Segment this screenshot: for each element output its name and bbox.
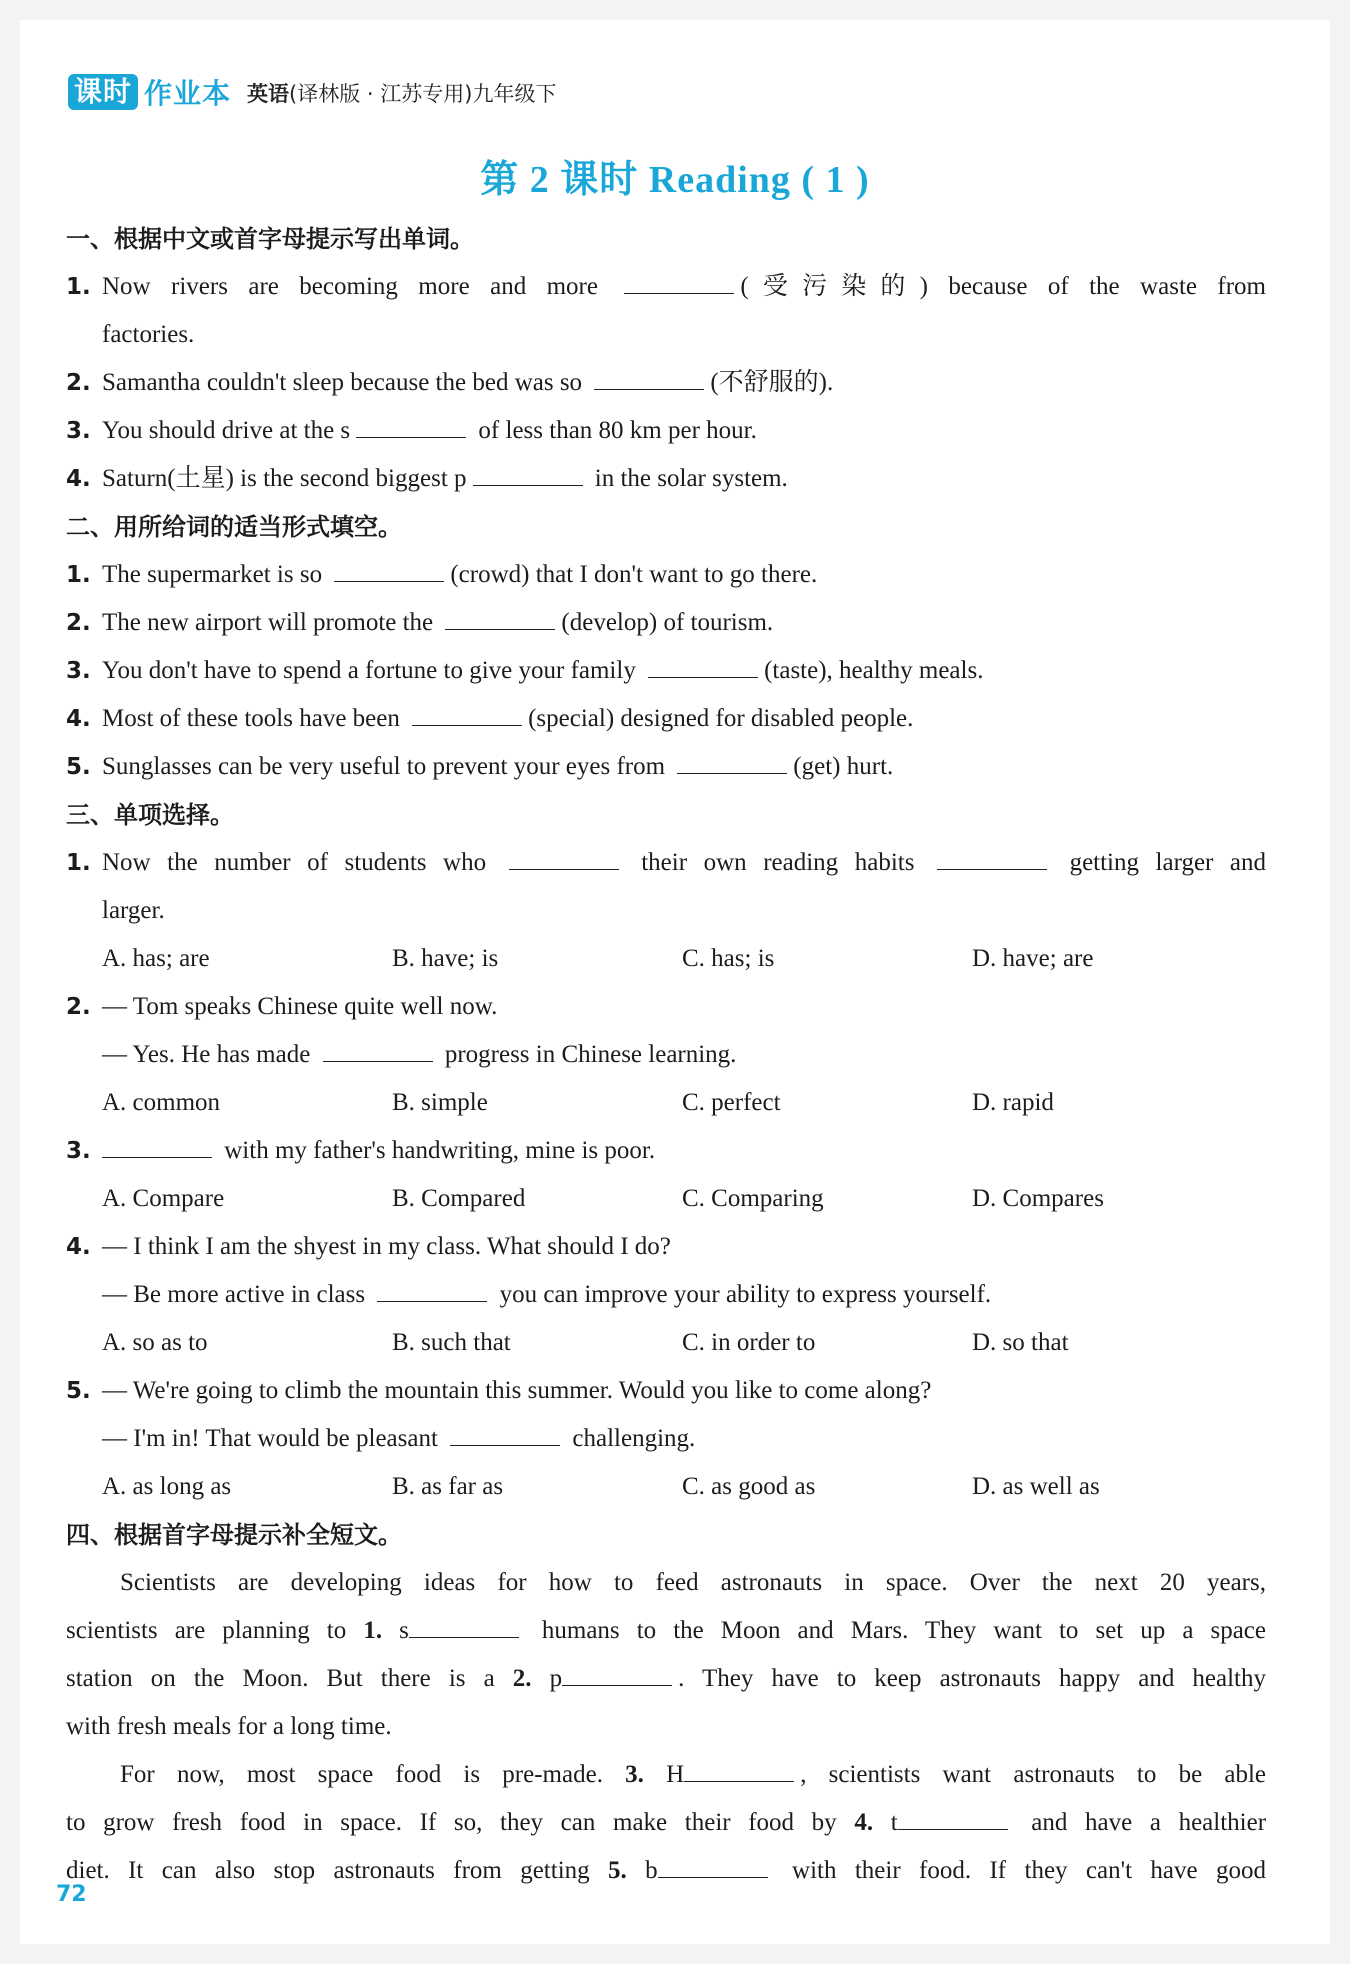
answer-blank[interactable] — [898, 1803, 1008, 1830]
question-text: — I think I am the shyest in my class. What should I do? — [102, 1233, 671, 1260]
passage-line-1: Scientists are developing ideas for how to feed astronauts in space. Over the next 20 years, — [120, 1569, 1266, 1596]
question-text: — I'm in! That would be pleasant — [102, 1425, 438, 1452]
s1-question-4 — [66, 455, 1266, 503]
answer-blank[interactable] — [624, 267, 734, 294]
section-1-title: 一、根据中文或首字母提示写出单词。 — [66, 225, 474, 253]
question-text: (special) designed for disabled people. — [528, 705, 914, 732]
blank-number: 3. — [625, 1761, 644, 1788]
passage-text: For now, most space food is pre-made. — [120, 1761, 603, 1788]
s3-question-4-reply — [66, 1271, 1266, 1319]
question-number: 2. — [66, 370, 91, 396]
passage-line-4: with fresh meals for a long time. — [66, 1713, 392, 1740]
s3-question-4 — [66, 1223, 1266, 1271]
answer-blank[interactable] — [658, 1851, 768, 1878]
option-a[interactable]: A. so as to — [102, 1329, 208, 1356]
question-number: 1. — [66, 274, 91, 300]
s3-q3-options — [66, 1175, 1266, 1223]
question-text: Now rivers are becoming more and more — [102, 273, 598, 300]
passage-text: . They have to keep astronauts happy and healthy — [678, 1665, 1266, 1692]
s3-question-1 — [66, 839, 1266, 887]
blank-number: 5. — [608, 1857, 627, 1884]
question-text: Now the number of students who — [102, 849, 487, 876]
passage-text: station on the Moon. But there is a — [66, 1665, 495, 1692]
question-text: (crowd) that I don't want to go there. — [450, 561, 818, 588]
question-text: (不舒服的). — [710, 369, 834, 396]
question-text: You should drive at the s — [102, 417, 351, 444]
option-d[interactable]: D. have; are — [972, 945, 1094, 972]
option-b[interactable]: B. have; is — [392, 945, 499, 972]
question-number: 4. — [66, 706, 91, 732]
question-number: 4. — [66, 1234, 91, 1260]
s3-question-2-reply — [66, 1031, 1266, 1079]
answer-blank[interactable] — [412, 699, 522, 726]
question-number: 5. — [66, 754, 91, 780]
question-text: Samantha couldn't sleep because the bed was so — [102, 369, 583, 396]
hint-letter: p — [549, 1665, 563, 1692]
question-number: 2. — [66, 994, 91, 1020]
question-text: Saturn(土星) is the second biggest p — [102, 465, 467, 492]
s3-question-5 — [66, 1367, 1266, 1415]
option-d[interactable]: D. as well as — [972, 1473, 1100, 1500]
passage-text: humans to the Moon and Mars. They want to set up a space — [541, 1617, 1266, 1644]
s1-question-3 — [66, 407, 1266, 455]
passage-text: diet. It can also stop astronauts from getting — [66, 1857, 590, 1884]
edition: (译林版 · 江苏专用)九年级下 — [289, 82, 557, 106]
option-a[interactable]: A. as long as — [102, 1473, 232, 1500]
answer-blank[interactable] — [102, 1131, 212, 1158]
hint-letter: b — [645, 1857, 658, 1884]
passage-text: and have a healthier — [1031, 1809, 1267, 1836]
page-number: 72 — [56, 1882, 87, 1907]
question-number: 2. — [66, 610, 91, 636]
option-b[interactable]: B. such that — [392, 1329, 511, 1356]
answer-blank[interactable] — [648, 651, 758, 678]
blank-number: 2. — [512, 1665, 532, 1692]
answer-blank[interactable] — [334, 555, 444, 582]
question-text: — Yes. He has made — [102, 1041, 311, 1068]
question-number: 1. — [66, 850, 91, 876]
answer-blank[interactable] — [409, 1611, 519, 1638]
s3-question-2 — [66, 983, 1266, 1031]
option-c[interactable]: C. as good as — [682, 1473, 816, 1500]
option-a[interactable]: A. has; are — [102, 945, 210, 972]
s3-q5-options — [66, 1463, 1266, 1511]
option-c[interactable]: C. Comparing — [682, 1185, 824, 1212]
hint-letter: H — [666, 1761, 685, 1788]
passage-line-3 — [66, 1655, 1266, 1703]
blank-number: 1. — [363, 1617, 383, 1644]
question-text: The new airport will promote the — [102, 609, 434, 636]
answer-blank[interactable] — [450, 1419, 560, 1446]
worksheet-content — [66, 215, 1266, 1895]
question-text: with my father's handwriting, mine is poor. — [224, 1137, 656, 1164]
question-text: Sunglasses can be very useful to prevent your eyes from — [102, 753, 666, 780]
hint-letter: t — [890, 1809, 898, 1836]
answer-blank[interactable] — [356, 411, 466, 438]
answer-blank[interactable] — [445, 603, 555, 630]
option-d[interactable]: D. rapid — [972, 1089, 1054, 1116]
passage-line-7 — [66, 1847, 1266, 1895]
s2-question-3 — [66, 647, 1266, 695]
s1-question-2 — [66, 359, 1266, 407]
question-text: (get) hurt. — [793, 753, 894, 780]
answer-blank[interactable] — [594, 363, 704, 390]
s3-question-1-cont: larger. — [102, 897, 165, 924]
answer-blank[interactable] — [323, 1035, 433, 1062]
logo-boxed-text: 课时 — [68, 74, 138, 110]
question-number: 5. — [66, 1378, 91, 1404]
section-4-title: 四、根据首字母提示补全短文。 — [66, 1521, 402, 1549]
s3-q2-options — [66, 1079, 1266, 1127]
section-3-title: 三、单项选择。 — [66, 801, 234, 829]
option-d[interactable]: D. Compares — [972, 1185, 1104, 1212]
s2-question-2 — [66, 599, 1266, 647]
book-title — [247, 78, 556, 112]
passage-text: to grow fresh food in space. If so, they can make their food by — [66, 1809, 837, 1836]
answer-blank[interactable] — [377, 1275, 487, 1302]
answer-blank[interactable] — [684, 1755, 794, 1782]
question-text: Most of these tools have been — [102, 705, 400, 732]
question-number: 1. — [66, 562, 91, 588]
question-text: The supermarket is so — [102, 561, 323, 588]
question-number: 3. — [66, 418, 91, 444]
question-text: — Tom speaks Chinese quite well now. — [102, 993, 498, 1020]
lesson-title: 第 2 课时 Reading ( 1 ) — [480, 159, 870, 201]
question-text: — Be more active in class — [102, 1281, 366, 1308]
logo-text: 作业本 — [144, 77, 232, 110]
question-text: You don't have to spend a fortune to give your family — [102, 657, 636, 684]
question-number: 3. — [66, 1138, 91, 1164]
hint-letter: s — [399, 1617, 409, 1644]
passage-text: scientists are planning to — [66, 1617, 347, 1644]
option-d[interactable]: D. so that — [972, 1329, 1069, 1356]
option-c[interactable]: C. has; is — [682, 945, 775, 972]
option-a[interactable]: A. common — [102, 1089, 221, 1116]
option-a[interactable]: A. Compare — [102, 1185, 225, 1212]
question-text: of less than 80 km per hour. — [478, 417, 757, 444]
option-b[interactable]: B. Compared — [392, 1185, 526, 1212]
question-text: (受污染的) because of the waste from — [740, 273, 1266, 300]
answer-blank[interactable] — [473, 459, 583, 486]
option-b[interactable]: B. simple — [392, 1089, 488, 1116]
question-text: their own reading habits — [641, 849, 915, 876]
question-text: challenging. — [572, 1425, 696, 1452]
subject: 英语 — [247, 82, 290, 106]
logo — [68, 72, 231, 112]
section-2-title: 二、用所给词的适当形式填空。 — [66, 513, 402, 541]
question-text: (develop) of tourism. — [561, 609, 774, 636]
option-c[interactable]: C. perfect — [682, 1089, 781, 1116]
s1-question-1 — [66, 263, 1266, 311]
option-b[interactable]: B. as far as — [392, 1473, 504, 1500]
question-number: 3. — [66, 658, 91, 684]
answer-blank[interactable] — [677, 747, 787, 774]
s3-q1-options — [66, 935, 1266, 983]
option-c[interactable]: C. in order to — [682, 1329, 816, 1356]
question-text: — We're going to climb the mountain this summer. Would you like to come along? — [102, 1377, 932, 1404]
passage-line-2 — [66, 1607, 1266, 1655]
question-number: 4. — [66, 466, 91, 492]
s3-question-3 — [66, 1127, 1266, 1175]
s2-question-5 — [66, 743, 1266, 791]
blank-number: 4. — [854, 1809, 874, 1836]
header — [68, 72, 556, 112]
s1-question-1-cont: factories. — [102, 321, 195, 348]
s2-question-4 — [66, 695, 1266, 743]
s3-q4-options — [66, 1319, 1266, 1367]
page — [20, 20, 1330, 1944]
question-text: (taste), healthy meals. — [764, 657, 984, 684]
question-text: getting larger and — [1069, 849, 1267, 876]
passage-line-5 — [66, 1751, 1266, 1799]
passage-line-6 — [66, 1799, 1266, 1847]
passage-text: with their food. If they can't have good — [792, 1857, 1266, 1884]
answer-blank[interactable] — [937, 843, 1047, 870]
question-text: you can improve your ability to express yourself. — [499, 1281, 992, 1308]
answer-blank[interactable] — [562, 1659, 672, 1686]
answer-blank[interactable] — [509, 843, 619, 870]
s2-question-1 — [66, 551, 1266, 599]
passage-text: , scientists want astronauts to be able — [800, 1761, 1267, 1788]
s3-question-5-reply — [66, 1415, 1266, 1463]
question-text: progress in Chinese learning. — [444, 1041, 737, 1068]
question-text: in the solar system. — [594, 465, 788, 492]
